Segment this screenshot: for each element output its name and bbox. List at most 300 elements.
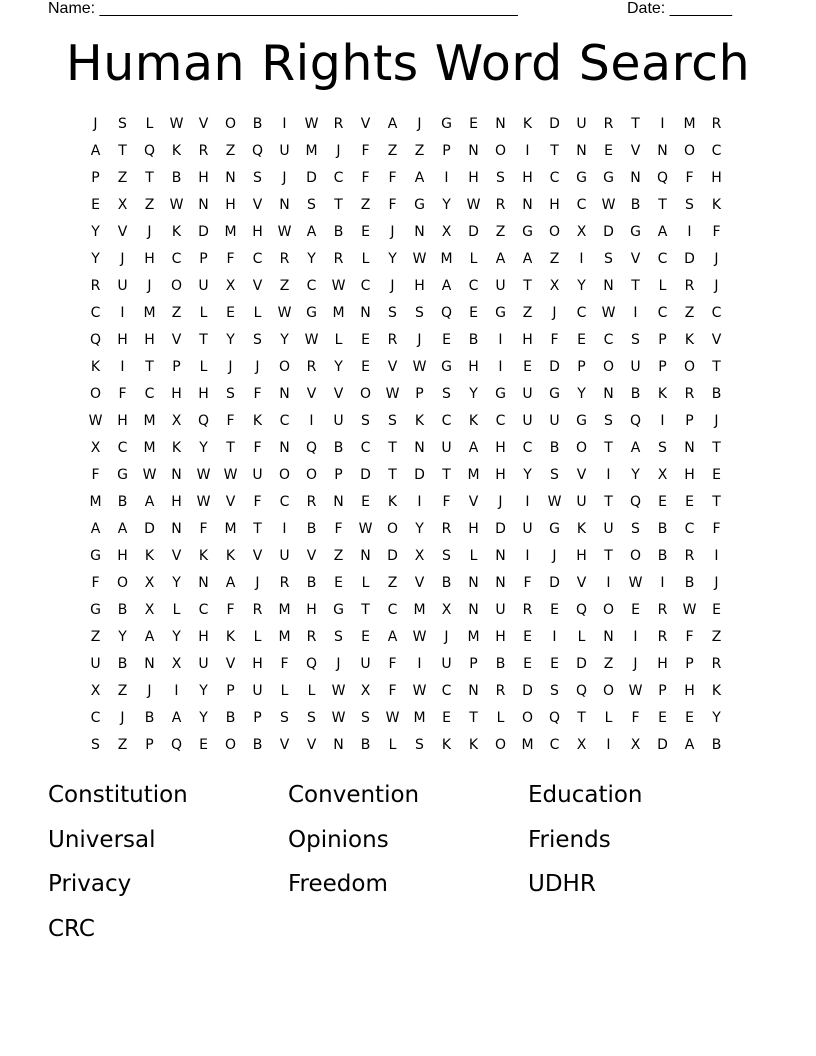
grid-letter: D bbox=[549, 575, 560, 591]
grid-letter: K bbox=[90, 359, 101, 375]
grid-letter: E bbox=[550, 602, 559, 618]
grid-letter: R bbox=[684, 386, 695, 402]
grid-letter: E bbox=[685, 710, 694, 726]
grid-letter: S bbox=[388, 305, 397, 321]
grid-letter: Y bbox=[523, 467, 532, 483]
grid-letter: M bbox=[683, 116, 696, 132]
grid-letter: K bbox=[252, 413, 263, 429]
grid-letter: B bbox=[306, 575, 317, 591]
grid-letter: R bbox=[387, 332, 398, 348]
grid-row bbox=[82, 489, 730, 516]
grid-letter: I bbox=[606, 575, 611, 591]
grid-letter: W bbox=[196, 467, 211, 483]
grid-letter: A bbox=[414, 170, 425, 186]
grid-letter: N bbox=[495, 116, 506, 132]
grid-letter: Y bbox=[172, 629, 181, 645]
grid-letter: B bbox=[711, 737, 722, 753]
grid-letter: R bbox=[711, 116, 722, 132]
grid-letter: H bbox=[657, 656, 668, 672]
grid-letter: S bbox=[685, 197, 694, 213]
grid-letter: F bbox=[361, 143, 370, 159]
grid-letter: W bbox=[601, 305, 616, 321]
grid-letter: O bbox=[224, 116, 237, 132]
grid-letter: E bbox=[631, 602, 640, 618]
grid-letter: N bbox=[468, 683, 479, 699]
grid-letter: V bbox=[414, 575, 425, 591]
grid-letter: N bbox=[576, 143, 587, 159]
grid-letter: W bbox=[169, 116, 184, 132]
grid-letter: W bbox=[358, 521, 373, 537]
grid-letter: T bbox=[145, 170, 154, 186]
grid-letter: S bbox=[631, 332, 640, 348]
grid-letter: W bbox=[412, 251, 427, 267]
grid-letter: J bbox=[255, 575, 260, 591]
grid-letter: N bbox=[144, 656, 155, 672]
grid-letter: F bbox=[118, 386, 127, 402]
grid-letter: U bbox=[522, 386, 533, 402]
grid-letter: F bbox=[91, 467, 100, 483]
grid-row bbox=[82, 381, 730, 408]
grid-letter: B bbox=[684, 575, 695, 591]
grid-letter: G bbox=[576, 413, 587, 429]
grid-letter: S bbox=[307, 710, 316, 726]
grid-letter: K bbox=[198, 548, 209, 564]
grid-letter: X bbox=[576, 737, 587, 753]
grid-letter: Z bbox=[711, 629, 722, 645]
grid-letter: K bbox=[171, 224, 182, 240]
grid-letter: N bbox=[603, 629, 614, 645]
grid-letter: R bbox=[603, 116, 614, 132]
grid-row bbox=[82, 732, 730, 759]
grid-letter: W bbox=[331, 710, 346, 726]
grid-letter: H bbox=[252, 656, 263, 672]
grid-letter: X bbox=[171, 413, 182, 429]
grid-letter: S bbox=[253, 332, 262, 348]
grid-letter: A bbox=[387, 116, 398, 132]
grid-letter: Q bbox=[629, 413, 642, 429]
grid-letter: T bbox=[469, 710, 478, 726]
grid-letter: Y bbox=[199, 440, 208, 456]
grid-letter: E bbox=[361, 629, 370, 645]
grid-letter: W bbox=[277, 305, 292, 321]
grid-letter: P bbox=[442, 143, 451, 159]
grid-letter: J bbox=[714, 251, 719, 267]
grid-row bbox=[82, 111, 730, 138]
grid-letter: M bbox=[467, 629, 480, 645]
grid-letter: H bbox=[117, 413, 128, 429]
grid-letter: N bbox=[360, 548, 371, 564]
grid-letter: X bbox=[630, 737, 641, 753]
grid-letter: Z bbox=[225, 143, 236, 159]
grid-letter: Z bbox=[117, 170, 128, 186]
grid-letter: D bbox=[360, 467, 371, 483]
page-title: Human Rights Word Search bbox=[65, 35, 751, 92]
grid-row bbox=[82, 165, 730, 192]
grid-row bbox=[82, 138, 730, 165]
grid-letter: C bbox=[657, 305, 668, 321]
grid-letter: S bbox=[334, 629, 343, 645]
grid-letter: F bbox=[280, 656, 289, 672]
grid-letter: H bbox=[252, 224, 263, 240]
grid-letter: H bbox=[468, 521, 479, 537]
grid-letter: L bbox=[253, 629, 262, 645]
grid-letter: D bbox=[657, 737, 668, 753]
grid-letter: T bbox=[145, 359, 154, 375]
grid-letter: T bbox=[631, 278, 640, 294]
grid-row bbox=[82, 354, 730, 381]
grid-letter: P bbox=[145, 737, 154, 753]
grid-letter: R bbox=[198, 143, 209, 159]
grid-letter: Y bbox=[388, 251, 397, 267]
grid-letter: A bbox=[90, 521, 101, 537]
grid-letter: G bbox=[603, 170, 614, 186]
grid-letter: S bbox=[118, 116, 127, 132]
grid-letter: E bbox=[523, 359, 532, 375]
grid-letter: V bbox=[252, 197, 263, 213]
grid-letter: V bbox=[306, 386, 317, 402]
grid-letter: U bbox=[360, 656, 371, 672]
grid-letter: B bbox=[117, 494, 128, 510]
grid-letter: B bbox=[171, 170, 182, 186]
grid-row bbox=[82, 327, 730, 354]
grid-letter: A bbox=[468, 440, 479, 456]
grid-letter: H bbox=[144, 332, 155, 348]
grid-letter: D bbox=[549, 359, 560, 375]
grid-letter: U bbox=[630, 359, 641, 375]
grid-letter: V bbox=[387, 359, 398, 375]
grid-letter: Z bbox=[117, 737, 128, 753]
grid-letter: V bbox=[711, 332, 722, 348]
grid-letter: C bbox=[711, 305, 722, 321]
grid-letter: H bbox=[711, 170, 722, 186]
grid-letter: S bbox=[496, 170, 505, 186]
grid-letter: P bbox=[415, 386, 424, 402]
grid-letter: U bbox=[90, 656, 101, 672]
grid-letter: N bbox=[414, 224, 425, 240]
grid-letter: F bbox=[226, 602, 235, 618]
grid-letter: F bbox=[253, 494, 262, 510]
grid-letter: Z bbox=[387, 143, 398, 159]
grid-letter: Z bbox=[117, 683, 128, 699]
grid-letter: N bbox=[495, 548, 506, 564]
grid-letter: L bbox=[658, 278, 667, 294]
grid-letter: I bbox=[579, 251, 584, 267]
grid-letter: D bbox=[549, 116, 560, 132]
grid-letter: L bbox=[361, 251, 370, 267]
grid-row bbox=[82, 516, 730, 543]
grid-letter: T bbox=[199, 332, 208, 348]
grid-letter: F bbox=[253, 440, 262, 456]
grid-letter: M bbox=[278, 629, 291, 645]
grid-letter: U bbox=[441, 656, 452, 672]
grid-letter: E bbox=[469, 305, 478, 321]
grid-letter: C bbox=[603, 332, 614, 348]
grid-letter: M bbox=[143, 413, 156, 429]
grid-letter: J bbox=[417, 332, 422, 348]
grid-letter: G bbox=[495, 386, 506, 402]
grid-letter: T bbox=[712, 440, 721, 456]
grid-letter: A bbox=[441, 278, 452, 294]
grid-letter: A bbox=[225, 575, 236, 591]
grid-letter: F bbox=[199, 521, 208, 537]
grid-letter: B bbox=[441, 575, 452, 591]
grid-letter: L bbox=[388, 737, 397, 753]
grid-letter: Z bbox=[279, 278, 290, 294]
grid-letter: D bbox=[387, 548, 398, 564]
grid-letter: S bbox=[280, 710, 289, 726]
grid-letter: S bbox=[442, 386, 451, 402]
word-list bbox=[48, 777, 788, 955]
grid-letter: B bbox=[252, 116, 263, 132]
grid-letter: N bbox=[468, 575, 479, 591]
grid-letter: W bbox=[304, 116, 319, 132]
grid-row bbox=[82, 597, 730, 624]
grid-letter: R bbox=[252, 602, 263, 618]
grid-letter: H bbox=[171, 494, 182, 510]
grid-letter: W bbox=[412, 629, 427, 645]
grid-letter: J bbox=[336, 656, 341, 672]
grid-letter: C bbox=[387, 602, 398, 618]
grid-letter: W bbox=[466, 197, 481, 213]
grid-letter: K bbox=[225, 629, 236, 645]
grid-letter: C bbox=[279, 413, 290, 429]
grid-letter: F bbox=[226, 413, 235, 429]
grid-letter: B bbox=[252, 737, 263, 753]
grid-letter: A bbox=[630, 440, 641, 456]
grid-letter: R bbox=[522, 602, 533, 618]
grid-letter: H bbox=[495, 440, 506, 456]
grid-letter: K bbox=[441, 737, 452, 753]
grid-letter: E bbox=[658, 494, 667, 510]
grid-letter: R bbox=[495, 683, 506, 699]
grid-letter: I bbox=[120, 305, 125, 321]
grid-letter: V bbox=[306, 737, 317, 753]
grid-letter: L bbox=[361, 575, 370, 591]
grid-letter: N bbox=[171, 521, 182, 537]
grid-letter: C bbox=[144, 386, 155, 402]
grid-letter: Q bbox=[548, 710, 561, 726]
grid-letter: G bbox=[306, 305, 317, 321]
grid-letter: R bbox=[657, 629, 668, 645]
grid-letter: L bbox=[577, 629, 586, 645]
grid-letter: A bbox=[171, 710, 182, 726]
grid-letter: B bbox=[630, 386, 641, 402]
grid-letter: N bbox=[522, 197, 533, 213]
grid-letter: Y bbox=[631, 467, 640, 483]
grid-letter: X bbox=[441, 602, 452, 618]
grid-letter: H bbox=[198, 170, 209, 186]
grid-letter: U bbox=[549, 413, 560, 429]
grid-letter: L bbox=[469, 251, 478, 267]
grid-letter: C bbox=[576, 305, 587, 321]
grid-letter: W bbox=[331, 683, 346, 699]
grid-letter: A bbox=[117, 521, 128, 537]
grid-letter: E bbox=[550, 656, 559, 672]
grid-letter: E bbox=[712, 602, 721, 618]
grid-letter: O bbox=[224, 737, 237, 753]
grid-letter: J bbox=[633, 656, 638, 672]
grid-letter: A bbox=[144, 494, 155, 510]
grid-letter: H bbox=[522, 332, 533, 348]
name-field-label: Name: _______________________________________________ bbox=[48, 0, 518, 17]
grid-letter: P bbox=[685, 413, 694, 429]
grid-letter: I bbox=[660, 116, 665, 132]
grid-letter: Q bbox=[575, 683, 588, 699]
grid-letter: G bbox=[90, 602, 101, 618]
grid-letter: P bbox=[658, 332, 667, 348]
grid-letter: R bbox=[279, 251, 290, 267]
grid-letter: O bbox=[494, 143, 507, 159]
grid-letter: O bbox=[116, 575, 129, 591]
grid-letter: M bbox=[332, 305, 345, 321]
grid-letter: Y bbox=[469, 386, 478, 402]
grid-letter: J bbox=[120, 710, 125, 726]
grid-letter: P bbox=[253, 710, 262, 726]
grid-letter: I bbox=[660, 413, 665, 429]
grid-letter: D bbox=[576, 656, 587, 672]
word-list-item: Constitution bbox=[48, 782, 188, 808]
grid-letter: N bbox=[198, 197, 209, 213]
grid-letter: T bbox=[388, 467, 397, 483]
grid-letter: Y bbox=[226, 332, 235, 348]
grid-letter: O bbox=[89, 386, 102, 402]
grid-letter: L bbox=[199, 305, 208, 321]
grid-letter: K bbox=[468, 413, 479, 429]
grid-letter: S bbox=[91, 737, 100, 753]
grid-letter: M bbox=[413, 710, 426, 726]
grid-letter: F bbox=[226, 251, 235, 267]
grid-letter: H bbox=[225, 197, 236, 213]
grid-letter: W bbox=[304, 332, 319, 348]
grid-letter: H bbox=[117, 332, 128, 348]
grid-letter: Q bbox=[89, 332, 102, 348]
grid-letter: Y bbox=[91, 224, 100, 240]
grid-letter: E bbox=[361, 494, 370, 510]
grid-letter: P bbox=[685, 656, 694, 672]
grid-letter: O bbox=[548, 224, 561, 240]
grid-letter: L bbox=[469, 548, 478, 564]
grid-letter: G bbox=[522, 224, 533, 240]
grid-letter: Y bbox=[199, 710, 208, 726]
grid-letter: B bbox=[468, 332, 479, 348]
grid-letter: T bbox=[442, 467, 451, 483]
grid-letter: B bbox=[630, 197, 641, 213]
grid-letter: D bbox=[495, 521, 506, 537]
grid-letter: J bbox=[714, 278, 719, 294]
grid-letter: W bbox=[196, 494, 211, 510]
grid-letter: H bbox=[576, 548, 587, 564]
grid-letter: K bbox=[414, 413, 425, 429]
grid-letter: B bbox=[711, 386, 722, 402]
grid-letter: I bbox=[282, 521, 287, 537]
grid-letter: O bbox=[278, 359, 291, 375]
grid-letter: A bbox=[684, 737, 695, 753]
grid-letter: J bbox=[147, 224, 152, 240]
grid-letter: Z bbox=[522, 305, 533, 321]
grid-letter: E bbox=[577, 332, 586, 348]
grid-letter: X bbox=[657, 467, 668, 483]
grid-letter: Y bbox=[280, 332, 289, 348]
word-list-item: Freedom bbox=[288, 871, 388, 897]
grid-letter: J bbox=[417, 116, 422, 132]
grid-letter: F bbox=[712, 521, 721, 537]
grid-letter: W bbox=[412, 359, 427, 375]
grid-letter: N bbox=[414, 440, 425, 456]
grid-letter: C bbox=[441, 683, 452, 699]
grid-letter: C bbox=[684, 521, 695, 537]
grid-letter: U bbox=[198, 656, 209, 672]
grid-letter: U bbox=[333, 413, 344, 429]
grid-row bbox=[82, 273, 730, 300]
grid-letter: I bbox=[417, 656, 422, 672]
grid-letter: T bbox=[550, 143, 559, 159]
grid-letter: I bbox=[633, 629, 638, 645]
grid-letter: Y bbox=[577, 278, 586, 294]
grid-letter: M bbox=[440, 251, 453, 267]
grid-letter: J bbox=[444, 629, 449, 645]
grid-letter: G bbox=[549, 521, 560, 537]
grid-letter: K bbox=[171, 440, 182, 456]
grid-letter: P bbox=[172, 359, 181, 375]
grid-letter: F bbox=[550, 332, 559, 348]
grid-letter: Y bbox=[334, 359, 343, 375]
grid-letter: B bbox=[306, 521, 317, 537]
grid-letter: E bbox=[361, 359, 370, 375]
grid-letter: T bbox=[334, 197, 343, 213]
grid-letter: X bbox=[441, 224, 452, 240]
grid-letter: C bbox=[576, 197, 587, 213]
grid-letter: U bbox=[117, 278, 128, 294]
grid-letter: M bbox=[224, 521, 237, 537]
grid-letter: O bbox=[170, 278, 183, 294]
grid-letter: J bbox=[147, 278, 152, 294]
grid-letter: Y bbox=[118, 629, 127, 645]
grid-letter: H bbox=[414, 278, 425, 294]
grid-letter: M bbox=[521, 737, 534, 753]
grid-letter: K bbox=[711, 197, 722, 213]
grid-letter: N bbox=[603, 386, 614, 402]
grid-letter: W bbox=[628, 575, 643, 591]
grid-letter: T bbox=[658, 197, 667, 213]
grid-letter: R bbox=[684, 548, 695, 564]
grid-letter: N bbox=[279, 386, 290, 402]
grid-letter: C bbox=[198, 602, 209, 618]
grid-letter: C bbox=[549, 737, 560, 753]
grid-letter: Z bbox=[414, 143, 425, 159]
grid-letter: K bbox=[468, 737, 479, 753]
grid-letter: U bbox=[603, 521, 614, 537]
grid-letter: L bbox=[307, 683, 316, 699]
grid-letter: W bbox=[547, 494, 562, 510]
grid-letter: C bbox=[360, 278, 371, 294]
grid-row bbox=[82, 462, 730, 489]
grid-letter: Z bbox=[495, 224, 506, 240]
grid-letter: B bbox=[333, 440, 344, 456]
grid-letter: G bbox=[576, 170, 587, 186]
grid-letter: O bbox=[521, 710, 534, 726]
grid-letter: E bbox=[685, 494, 694, 510]
grid-letter: K bbox=[225, 548, 236, 564]
grid-letter: O bbox=[494, 737, 507, 753]
grid-letter: W bbox=[385, 386, 400, 402]
grid-letter: H bbox=[468, 170, 479, 186]
grid-letter: G bbox=[117, 467, 128, 483]
grid-letter: R bbox=[711, 656, 722, 672]
grid-letter: F bbox=[253, 386, 262, 402]
grid-row bbox=[82, 219, 730, 246]
grid-letter: J bbox=[498, 494, 503, 510]
grid-letter: Y bbox=[91, 251, 100, 267]
